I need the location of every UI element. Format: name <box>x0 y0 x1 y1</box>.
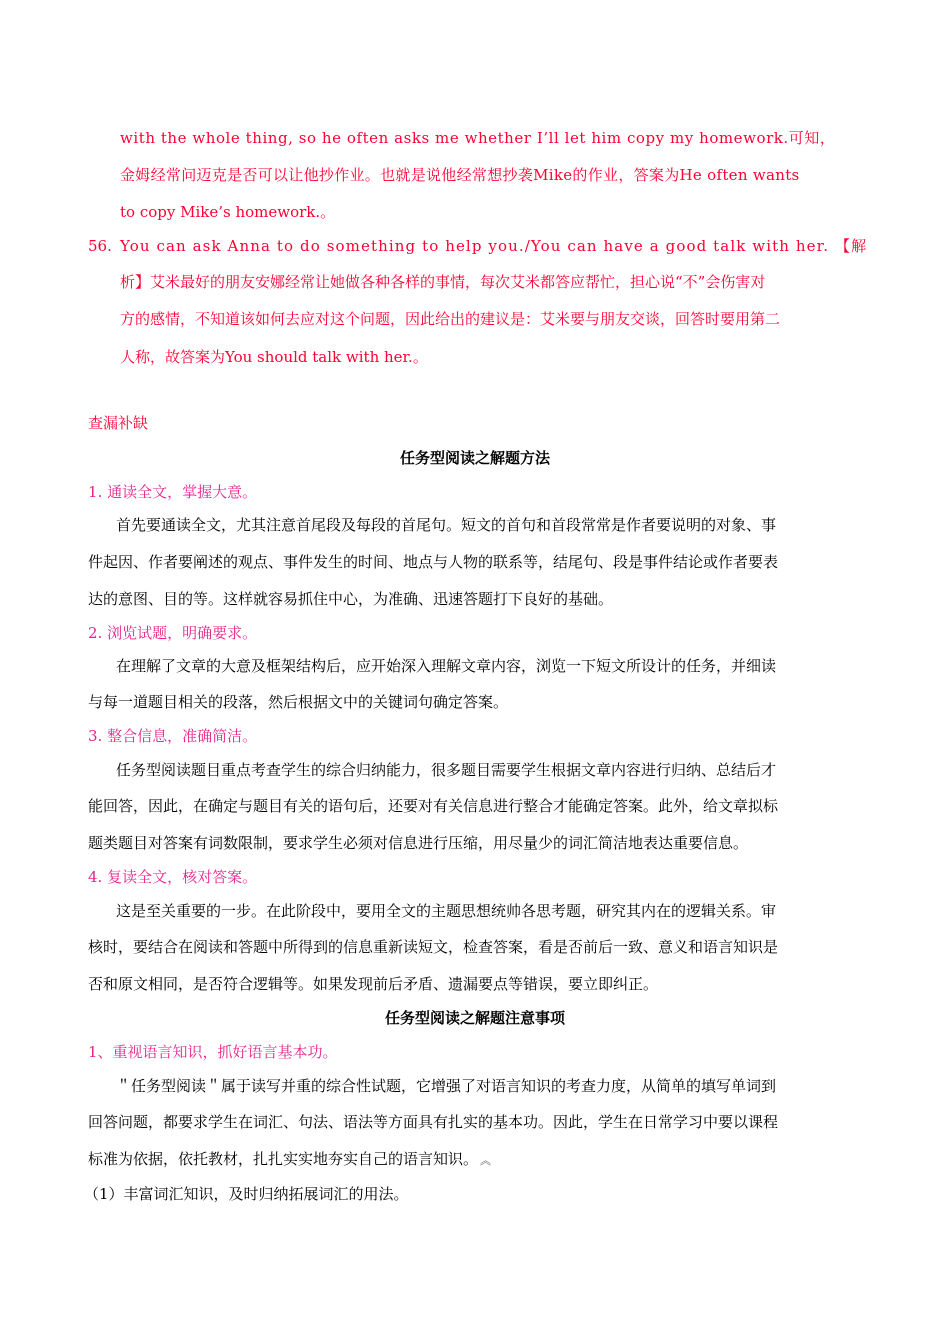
answer-continuation-line-1: with the whole thing, so he often asks me whether I’ll let him copy my homework.可知， <box>120 129 836 147</box>
note-1-line-2: 回答问题，都要求学生在词汇、句法、语法等方面具有扎实的基本功。因此，学生在日常学习中要以课程 <box>88 1113 779 1131</box>
question-56-line-2: 析】艾米最好的朋友安娜经常让她做各种各样的事情，每次艾米都答应帮忙，担心说“不”会伤害对 <box>120 273 766 291</box>
step-4-heading: 4. 复读全文，核对答案。 <box>88 868 258 886</box>
step-3-line-3: 题类题目对答案有词数限制，要求学生必须对信息进行压缩，用尽量少的词汇简洁地表达重要信息。 <box>88 834 749 852</box>
step-2-heading: 2. 浏览试题，明确要求。 <box>88 624 258 642</box>
step-1-line-2: 件起因、作者要阐述的观点、事件发生的时间、地点与人物的联系等，结尾句、段是事件结论或作者要表 <box>88 553 779 571</box>
note-1-sub-1: （1）丰富词汇知识，及时归纳拓展词汇的用法。 <box>84 1185 409 1203</box>
step-4-line-3: 否和原文相同，是否符合逻辑等。如果发现前后矛盾、遗漏要点等错误，要立即纠正。 <box>88 975 659 993</box>
step-4-line-2: 核时，要结合在阅读和答题中所得到的信息重新读短文，检查答案，看是否前后一致、意义和语言知识是 <box>88 938 779 956</box>
anchor-icon: ︽ <box>480 1154 492 1167</box>
answer-continuation-line-2: 金姆经常问迈克是否可以让他抄作业。也就是说他经常想抄袭Mike的作业，答案为He often wants <box>120 166 800 184</box>
question-56-number: 56. <box>88 237 112 255</box>
note-1-line-3: 标准为依据，依托教材，扎扎实实地夯实自己的语言知识。 <box>88 1150 479 1168</box>
question-56-line-3: 方的感情，不知道该如何去应对这个问题，因此给出的建议是：艾米要与朋友交谈，回答时要用第二 <box>120 310 781 328</box>
note-1-line-1: ＂任务型阅读＂属于读写并重的综合性试题，它增强了对语言知识的考查力度，从简单的填写单词到 <box>116 1077 777 1095</box>
question-56-line-1: You can ask Anna to do something to help you./You can have a good talk with her. 【解 <box>120 237 868 255</box>
note-1-line-3-wrapper <box>88 1149 491 1171</box>
section-label: 查漏补缺 <box>88 414 149 432</box>
step-2-line-2: 与每一道题目相关的段落，然后根据文中的关键词句确定答案。 <box>88 693 509 711</box>
step-2-line-1: 在理解了文章的大意及框架结构后，应开始深入理解文章内容，浏览一下短文所设计的任务，并细读 <box>116 657 777 675</box>
step-3-heading: 3. 整合信息，准确简洁。 <box>88 727 258 745</box>
question-56-line-4: 人称，故答案为You should talk with her.。 <box>120 348 428 366</box>
note-1-heading: 1、重视语言知识，抓好语言基本功。 <box>88 1043 338 1061</box>
methods-title: 任务型阅读之解题方法 <box>399 449 550 467</box>
step-4-line-1: 这是至关重要的一步。在此阶段中，要用全文的主题思想统帅各思考题，研究其内在的逻辑关系。审 <box>116 902 777 920</box>
step-1-line-1: 首先要通读全文，尤其注意首尾段及每段的首尾句。短文的首句和首段常常是作者要说明的对象、事 <box>116 516 777 534</box>
step-3-line-1: 任务型阅读题目重点考查学生的综合归纳能力，很多题目需要学生根据文章内容进行归纳、总结后才 <box>116 761 777 779</box>
notes-title: 任务型阅读之解题注意事项 <box>384 1009 565 1027</box>
answer-continuation-line-3: to copy Mike’s homework.。 <box>120 203 336 221</box>
step-3-line-2: 能回答，因此，在确定与题目有关的语句后，还要对有关信息进行整合才能确定答案。此外，给文章拟标 <box>88 797 779 815</box>
step-1-heading: 1. 通读全文，掌握大意。 <box>88 483 258 501</box>
step-1-line-3: 达的意图、目的等。这样就容易抓住中心，为准确、迅速答题打下良好的基础。 <box>88 590 614 608</box>
